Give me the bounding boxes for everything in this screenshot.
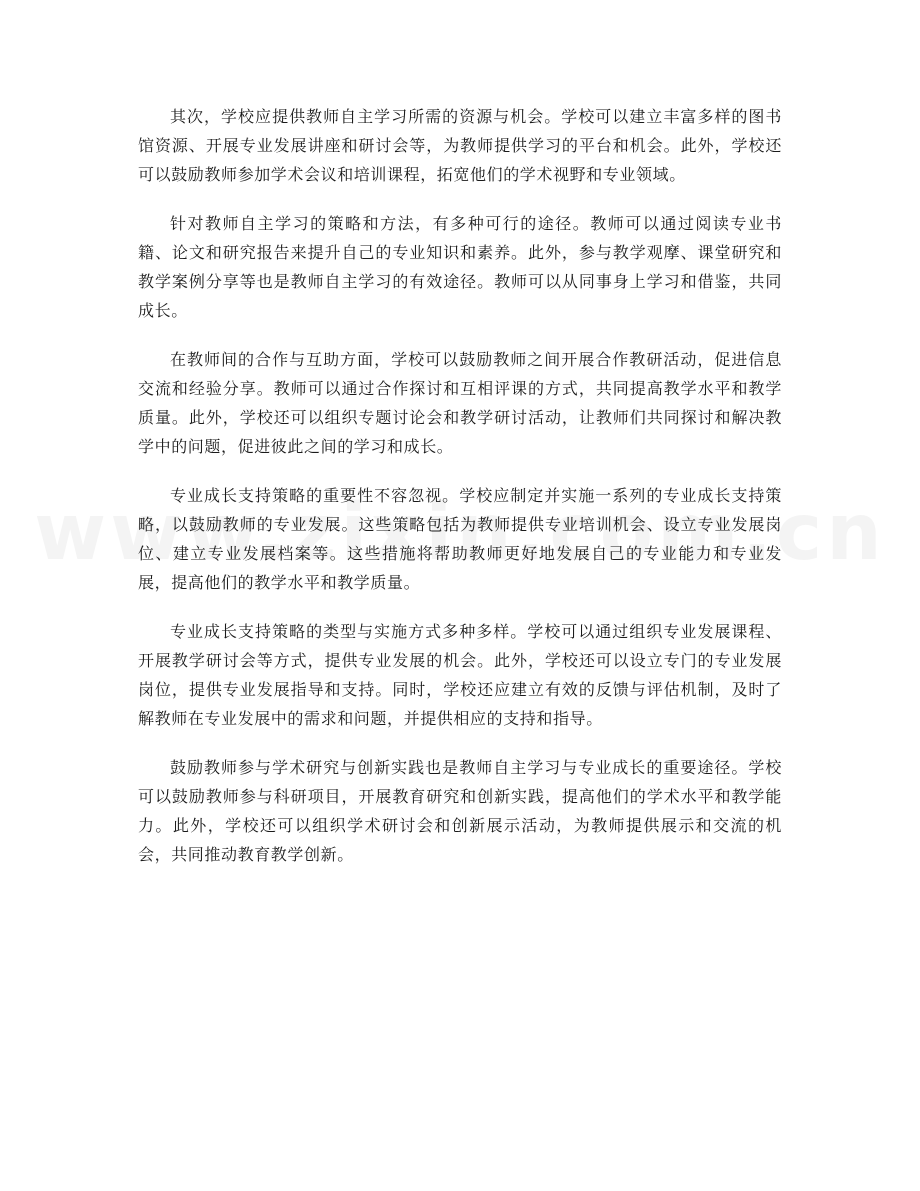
- document-body: [138, 102, 782, 889]
- paragraph: 鼓励教师参与学术研究与创新实践也是教师自主学习与专业成长的重要途径。学校可以鼓励教师参与科研项目，开展教育研究和创新实践，提高他们的学术水平和教学能力。此外，学校还可以组织学术研讨会和创新展示活动，为教师提供展示和交流的机会，共同推动教育教学创新。: [138, 758, 782, 864]
- paragraph: 专业成长支持策略的类型与实施方式多种多样。学校可以通过组织专业发展课程、开展教学研讨会等方式，提供专业发展的机会。此外，学校还可以设立专门的专业发展岗位，提供专业发展指导和支持。同时，学校还应建立有效的反馈与评估机制，及时了解教师在专业发展中的需求和问题，并提供相应的支持和指导。: [138, 622, 782, 728]
- paragraph: 在教师间的合作与互助方面，学校可以鼓励教师之间开展合作教研活动，促进信息交流和经验分享。教师可以通过合作探讨和互相评课的方式，共同提高教学水平和教学质量。此外，学校还可以组织专题讨论会和教学研讨活动，让教师们共同探讨和解决教学中的问题，促进彼此之间的学习和成长。: [138, 350, 782, 456]
- paragraph: 专业成长支持策略的重要性不容忽视。学校应制定并实施一系列的专业成长支持策略，以鼓励教师的专业发展。这些策略包括为教师提供专业培训机会、设立专业发展岗位、建立专业发展档案等。这些措施将帮助教师更好地发展自己的专业能力和专业发展，提高他们的教学水平和教学质量。: [138, 486, 782, 592]
- paragraph: 针对教师自主学习的策略和方法，有多种可行的途径。教师可以通过阅读专业书籍、论文和研究报告来提升自己的专业知识和素养。此外，参与教学观摩、课堂研究和教学案例分享等也是教师自主学习的有效途径。教师可以从同事身上学习和借鉴，共同成长。: [138, 214, 782, 320]
- paragraph: 其次，学校应提供教师自主学习所需的资源与机会。学校可以建立丰富多样的图书馆资源、开展专业发展讲座和研讨会等，为教师提供学习的平台和机会。此外，学校还可以鼓励教师参加学术会议和培训课程，拓宽他们的学术视野和专业领域。: [138, 107, 782, 184]
